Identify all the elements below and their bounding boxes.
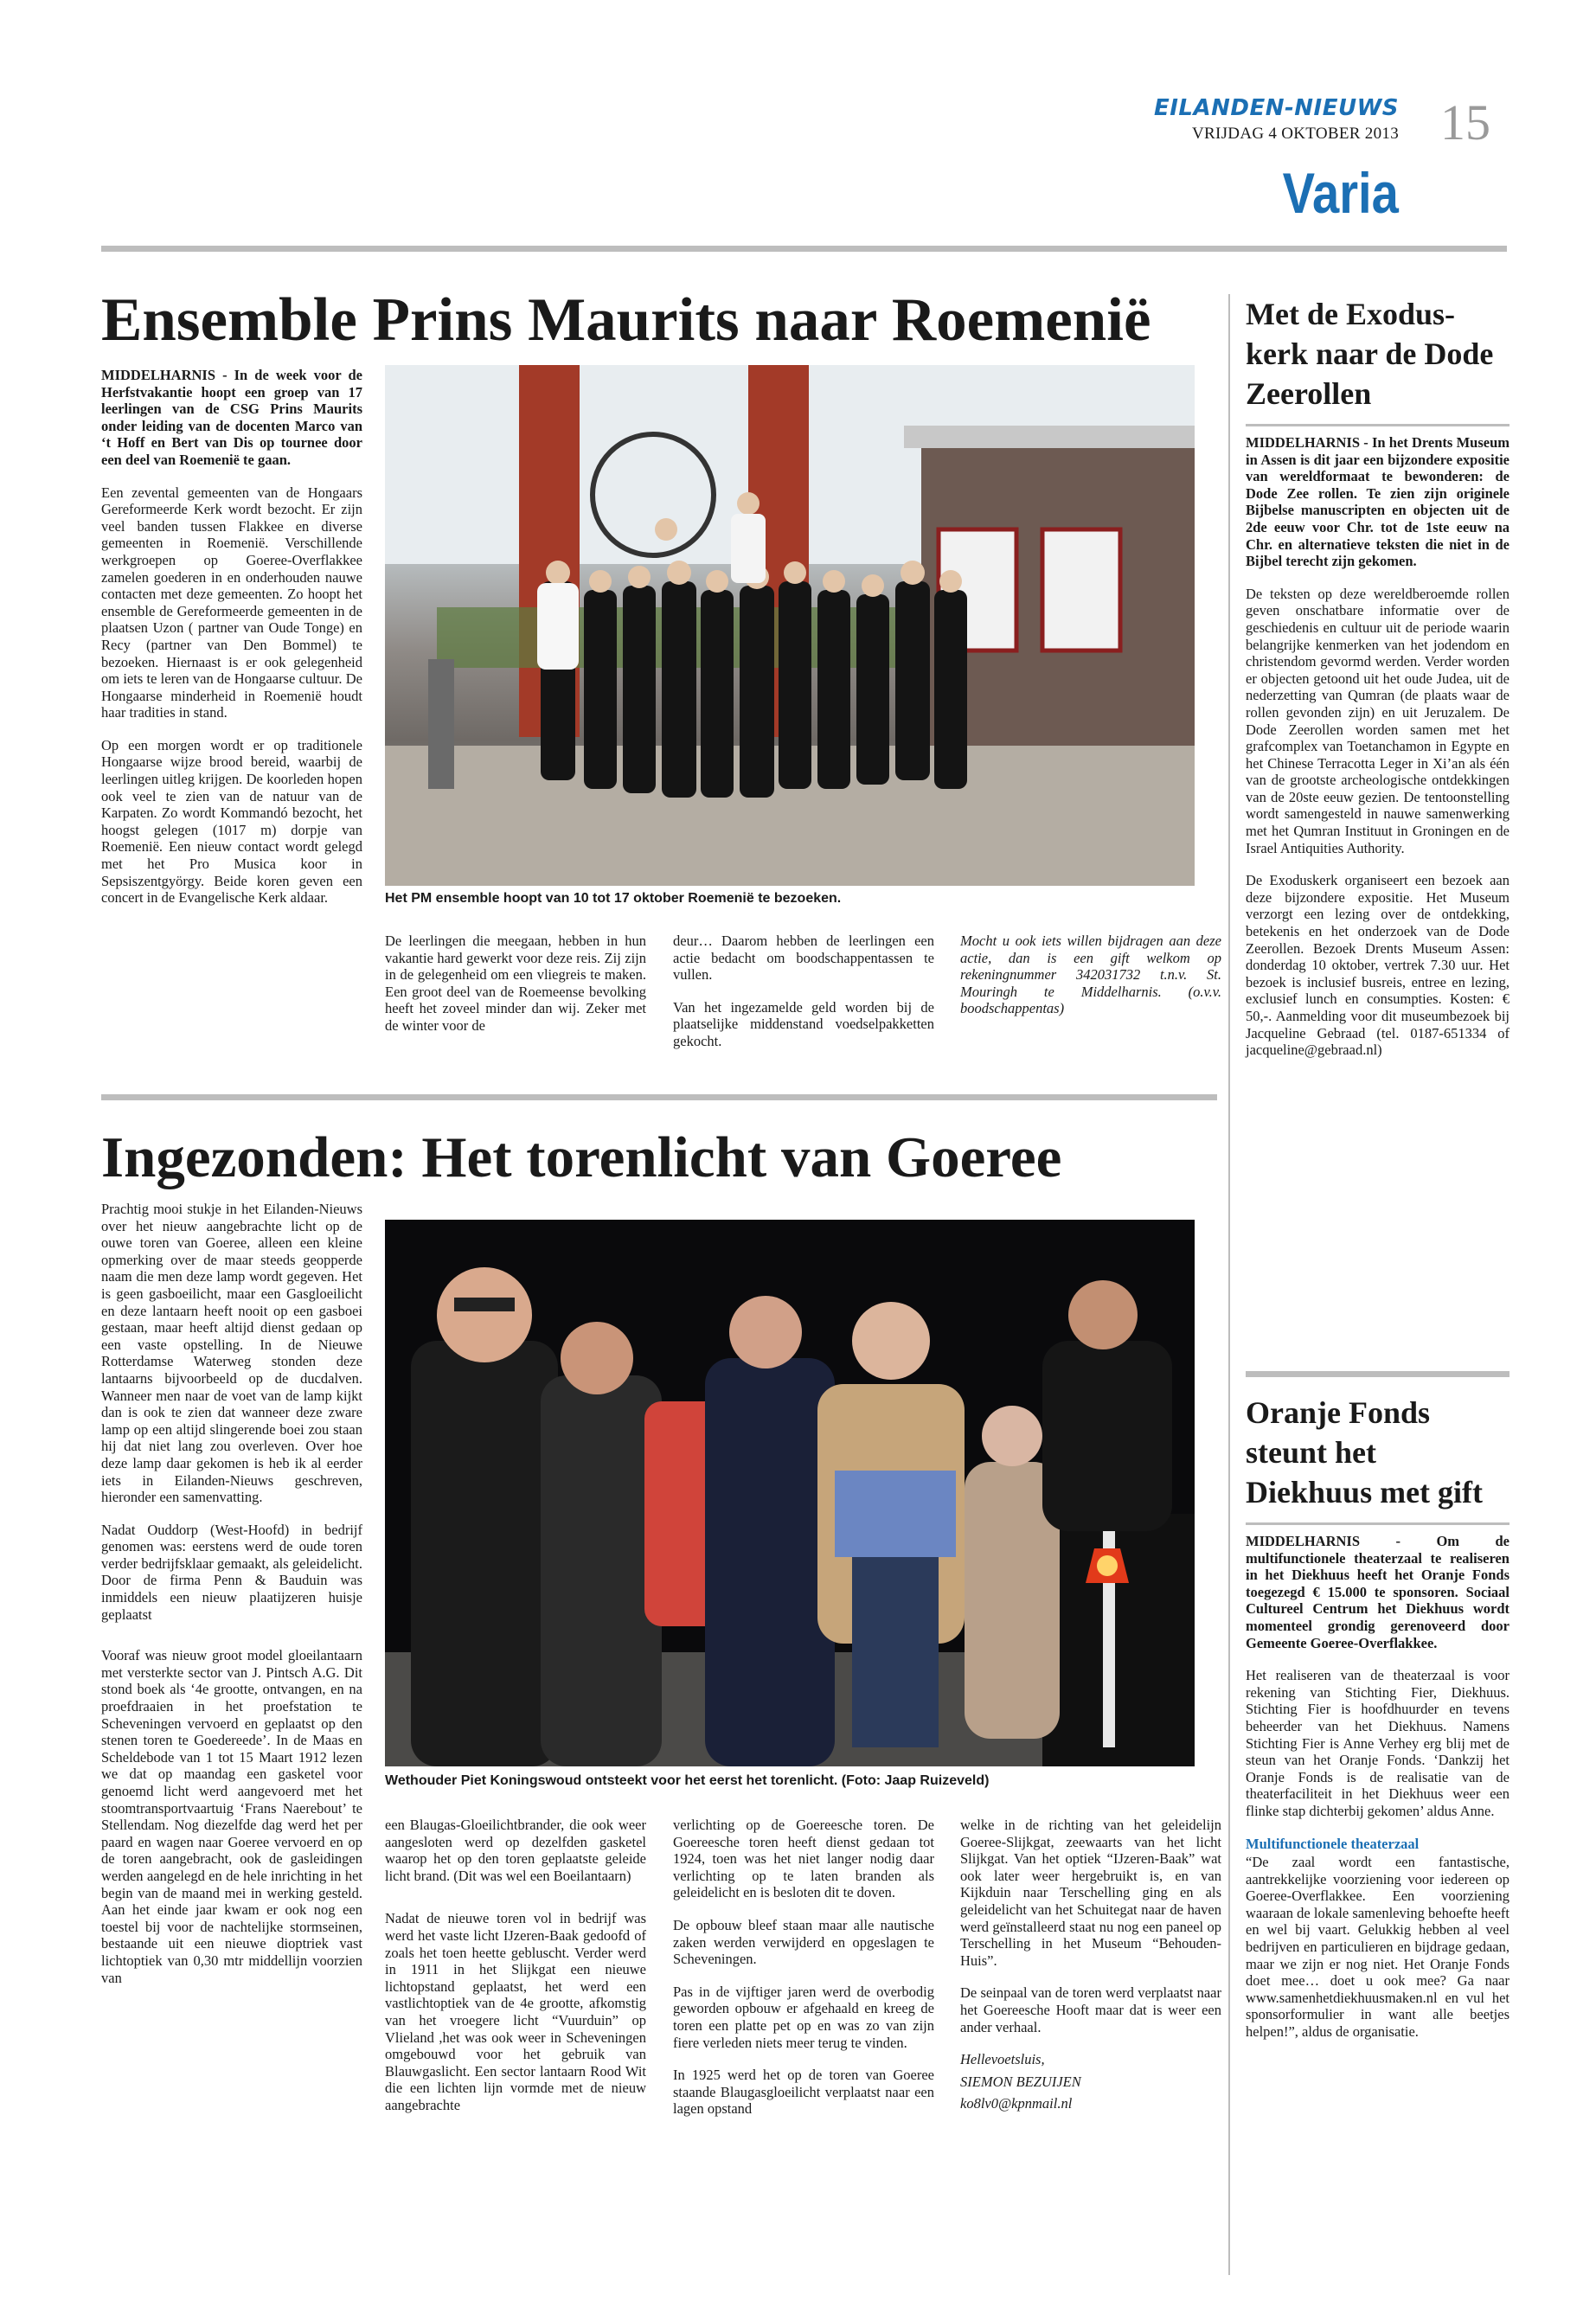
newspaper-logo: EILANDEN-NIEUWS	[1154, 95, 1399, 121]
article1-donation-note: Mocht u ook iets willen bijdragen aan deze actie, dan is een gift welkom op rekeningnummer 342031732 t.n.v. St. Mouringh te Middelharnis. (o.v.v. boodschappentas)	[960, 933, 1221, 1017]
issue-date: VRIJDAG 4 OKTOBER 2013	[1191, 125, 1399, 143]
sidebar1-rule	[1246, 424, 1509, 426]
article1-col1	[101, 367, 362, 922]
article2-paragraph: De seinpaal van de toren werd verplaatst naar het Goereesche Hooft maar dat is weer een ander verhaal.	[960, 1984, 1221, 2035]
ensemble-photo-caption: Het PM ensemble hoopt van 10 tot 17 oktober Roemenië te bezoeken.	[385, 891, 842, 906]
masthead	[1154, 95, 1399, 144]
sidebar1-paragraph: De teksten op deze wereldberoemde rollen geven onschatbare informatie over de geschiedenis en cultuur uit de periode waarin belangrijke kenmerken van het jodendom en christendom gevormd werden. Verder worden er objecten getoond uit het oude Judea, uit de nederzetting van Qumran (de plaats waar de rollen gevonden zijn) en uit Jeruzalem. De Dode Zeerollen worden samen met het grafcomplex van Toetanchamon in Egypte en het Chinese Terracotta Leger in Xi’an als één van de grootste archeologische ontdekkingen van de 20ste eeuw gezien. De tentoonstelling wordt samengesteld in nauwe samenwerking met het Qumran Instituut in Groningen en de Israel Antiquities Authority.	[1246, 585, 1509, 856]
article1-paragraph: Op een morgen wordt er op traditionele Hongaarse wijze brood bereid, waarbij de leerlingen uitleg krijgen. De koorleden hopen ook veel te zien van de natuur van de Karpaten. Zo wordt Kommandó bezocht, het hoogst gelegen (1017 m) dorpje van Roemenië. Een nieuw contact wordt gelegd met het Pro Musica koor in Sepsiszentgyörgy. Beide koren geven een concert in de Evangelische Kerk aldaar.	[101, 736, 362, 907]
article2-col1	[101, 1201, 362, 2002]
article2-paragraph: Pas in de vijftiger jaren werd de overbodig geworden opbouw er afgehaald en kreeg de toren een platte pet op en was zo van zijn fiere verleden niets meer terug te vinden.	[673, 1983, 934, 2051]
article2-paragraph: een Blaugas-Gloeilichtbrander, die ook weer aangesloten werd op dezelfden gasketel waarop het op den toren geplaatste geleide licht brand. (Dit was wel een Boeilantaarn)	[385, 1817, 646, 1884]
page-number: 15	[1440, 94, 1490, 151]
article1-title: Ensemble Prins Maurits naar Roemenië	[101, 286, 1151, 354]
article-divider	[101, 1094, 1217, 1100]
article1-paragraph: Van het ingezamelde geld worden bij de plaatselijke middenstand voedselpakketten gekocht.	[673, 998, 934, 1049]
article2-paragraph: welke in de richting van het geleidelijn Goeree-Slijkgat, zeewaarts van het licht Slijkgat. Van het optiek “IJzeren-Baak” wat ook later weer hergebruikt is, en van Kijkduin naar Terschelling ging en als geleidelicht van het Schuitegat naar de haven werd geïnstalleerd staat nu nog een paneel op Terschelling in het Museum “Behouden- Huis”.	[960, 1817, 1221, 1969]
sidebar2-subhead: Multifunctionele theaterzaal	[1246, 1835, 1420, 1852]
article2-paragraph: Vooraf was nieuw groot model gloeilantaarn met versterkte sector van J. Pintsch A.G. Dit stond boek als ‘4e grootte, ontvangen, en na proefdraaien in het proefstation te Scheveningen vervoerd en geplaatst op den stenen toren te Goedereede’. In de Maas en Scheldebode van 1 tot 15 Maart 1912 lezen we dat op maandag een gasketel voor genoemd licht werd aangevoerd met het stoomtransportvaartuig ‘Frans Naerebout’ te Stellendam. Nog diezelfde dag werd het per paard en wagen naar Goeree vervoerd en op de toren aangebracht, ook de gasleidingen werden aangelegd en de hele inrichting in het begin van de maand mei in werking gesteld. Aan het einde jaar kwam er ook nog een toestel bij voor de nachtelijke stormseinen, bestaande uit een nieuwe dioptriek vast lichtoptiek van 0,30 mtr middellijn voorzien van	[101, 1647, 362, 1986]
article2-paragraph: De opbouw bleef staan maar alle nautische zaken werden verwijderd en opgeslagen te Scheveningen.	[673, 1916, 934, 1968]
sidebar1-paragraph: De Exoduskerk organiseert een bezoek aan deze bijzondere expositie. Het Museum verzorgt een lezing over de ontdekking, betekenis en het onderzoek van de Dode Zeerollen. Bezoek Drents Museum Assen: donderdag 10 oktober, vertrek 7.30 uur. Het bezoek is inclusief busreis, entree en lezing, exclusief lunch en consumpties. Kosten: € 50,-. Aanmelding voor dit museumbezoek bij Jacqueline Gebraad (tel. 0187-651334 of jacqueline@gebraad.nl)	[1246, 872, 1509, 1059]
sidebar2-rule	[1246, 1522, 1509, 1525]
sidebar1-title: Met de Exodus-kerk naar de Dode Zeerollen	[1246, 297, 1494, 411]
sidebar1-body	[1246, 434, 1509, 1074]
article1-paragraph: deur… Daarom hebben de leerlingen een actie bedacht om boodschappentassen te vullen.	[673, 933, 934, 984]
article1-paragraph: De leerlingen die meegaan, hebben in hun vakantie hard gewerkt voor deze reis. Zij zijn in de gelegenheid om een vliegreis te maken. Een groot deel van de Roemeense bevolking heeft het zoveel minder dan wij. Zeker met de winter voor de	[385, 933, 646, 1034]
article2-paragraph: Nadat Ouddorp (West-Hoofd) in bedrijf genomen was: eerstens werd de oude toren verder bedrijfsklaar gemaakt, als geleidelicht. Door de firma Penn & Bauduin was inmiddels een nieuw plaatijzeren huisje geplaatst	[101, 1521, 362, 1623]
torenlicht-photo-caption: Wethouder Piet Koningswoud ontsteekt voor het eerst het torenlicht. (Foto: Jaap Ruizeveld)	[385, 1773, 990, 1788]
signature-place: Hellevoetsluis,	[960, 2051, 1045, 2068]
article1-col4	[960, 933, 1221, 1033]
sidebar-divider	[1246, 1371, 1509, 1377]
article2-col3	[673, 1817, 934, 2133]
ensemble-photo-illustration	[385, 365, 1195, 886]
article2-title: Ingezonden: Het torenlicht van Goeree	[101, 1125, 1062, 1189]
article2-col4	[960, 1817, 1221, 2128]
section-title: Varia	[1282, 161, 1399, 225]
sidebar1-lead: MIDDELHARNIS - In het Drents Museum in Assen is dit jaar een bijzondere expositie van wereldformaat te bewonderen: de Dode Zee rollen. Te zien zijn originele Bijbelse manuscripten en objecten uit de 2de eeuw voor Chr. tot de 1ste eeuw na Chr. en alternatieve teksten die niet in de Bijbel terecht zijn gekomen.	[1246, 434, 1509, 570]
signature-name: SIEMON BEZUIJEN	[960, 2073, 1081, 2090]
torenlicht-photo	[385, 1220, 1195, 1766]
ensemble-photo	[385, 365, 1195, 886]
article2-paragraph: Nadat de nieuwe toren vol in bedrijf was werd het vaste licht IJzeren-Baak gedoofd of zoals het toen heette gebluscht. Verder werd in 1911 in het Slijkgat een nieuwe lichtopstand geplaatst, het werd een vastlichtoptiek van de 4e grootte, afkomstig van het vroegere licht “Vuurduin” op Vlieland ,het was ook weer in Scheveningen omgebouwd voor het gebruik van Blauwgaslicht. Een sector lantaarn Rood Wit die een lichten lijn vormde met de nieuw aangebrachte	[385, 1910, 646, 2113]
article1-col2	[385, 933, 646, 1050]
top-rule	[101, 246, 1507, 252]
article1-paragraph: Een zevental gemeenten van de Hongaars Gereformeerde Kerk wordt bezocht. Er zijn veel banden tussen Flakkee en diverse gemeenten in Roemenië. Verschillende werkgroepen op Goeree-Overflakkee zamelen goederen in en onderhouden nauwe contacten met deze gemeenten. Zo hoopt het ensemble de Gereformeerde gemeenten in de plaatsen Uzon ( partner van Oude Tonge) en Recy (partner van Den Bommel) te bezoeken. Hiernaast is er ook gelegenheid om iets te leren van de Hongaarse cultuur. De Hongaarse minderheid in Roemenië houdt haar tradities in stand.	[101, 484, 362, 721]
sidebar2-paragraph: Het realiseren van de theaterzaal is voor rekening van Stichting Fier, Diekhuus. Stichting Fier is hoofdhuurder en tevens beheerder van het Diekhuus. Namens Stichting Fier is Anne Verhey erg blij met de steun van het Oranje Fonds. ‘Dankzij het Oranje Fonds is de realisatie van de theaterfaciliteit in het Diekhuus weer een flinke stap dichterbij gekomen’ aldus Anne.	[1246, 1667, 1509, 1819]
torenlicht-photo-illustration	[385, 1220, 1195, 1766]
article1-col3	[673, 933, 934, 1066]
sidebar2-paragraph: “De zaal wordt een fantastische, aantrekkelijke voorziening voor iedereen op Goeree-Overflakkee. Een voorziening waaraan de lokale samenleving behoefte heeft en wel bij vaart. Gelukkig hebben al veel bedrijven en particulieren en bijdrage gedaan, maar we zijn er nog niet. Het Oranje Fonds doet mee… doet u ook mee? Ga naar www.samenhetdiekhuusmaken.nl en vul het sponsorformulier in want alle beetjes helpen!”, aldus de organisatie.	[1246, 1854, 1509, 2041]
sidebar2-body	[1246, 1533, 1509, 2056]
sidebar2-lead: MIDDELHARNIS - Om de multifunctionele theaterzaal te realiseren in het Diekhuus heeft het Oranje Fonds toegezegd € 15.000 te sponsoren. Sociaal Cultureel Centrum het Diekhuus wordt momenteel grondig gerenoveerd door Gemeente Goeree-Overflakkee.	[1246, 1533, 1509, 1651]
article2-col2	[385, 1817, 646, 2130]
column-divider	[1228, 294, 1230, 2275]
signature-email: ko8lv0@kpnmail.nl	[960, 2095, 1073, 2112]
article1-lead: MIDDELHARNIS - In de week voor de Herfstvakantie hoopt een groep van 17 leerlingen van de CSG Prins Maurits onder leiding van de docenten Marco van ‘t Hoff en Bert van Dis op tournee door een deel van Roemenië te gaan.	[101, 367, 362, 468]
article2-paragraph: Prachtig mooi stukje in het Eilanden-Nieuws over het nieuw aangebrachte licht op de ouwe toren van Goeree, alleen een kleine opmerking over de maar steeds geopperde naam die men deze lamp wordt gegeven. Het is geen gasboeilicht, maar een Gasgloeilicht en deze lantaarn heeft nooit op een gasboei gestaan, maar heeft altijd dienst gedaan op een vaste opstelling. In de Nieuwe Rotterdamse Waterweg stonden deze lantaarns bijvoorbeeld op de ducdalven. Wanneer men naar de voet van de lamp kijkt dan is ook te zien dat wanneer deze zware lamp op een altijd slingerende boei zou staan hij dat niet lang zou overleven. Over hoe deze lamp daar gekomen is heb ik al eerder iets in Eilanden-Nieuws geschreven, hieronder een samenvatting.	[101, 1201, 362, 1506]
article2-paragraph: In 1925 werd het op de toren van Goeree staande Blaugasgloeilicht verplaatst naar een lagen opstand	[673, 2067, 934, 2118]
sidebar2-title: Oranje Fonds steunt het Diekhuus met gift	[1246, 1395, 1484, 1509]
article2-paragraph: verlichting op de Goereesche toren. De Goereesche toren heeft dienst gedaan tot 1924, toen was het niet langer nodig daar verlichting op te laten branden als geleidelicht en is besloten dit te doven.	[673, 1817, 934, 1901]
